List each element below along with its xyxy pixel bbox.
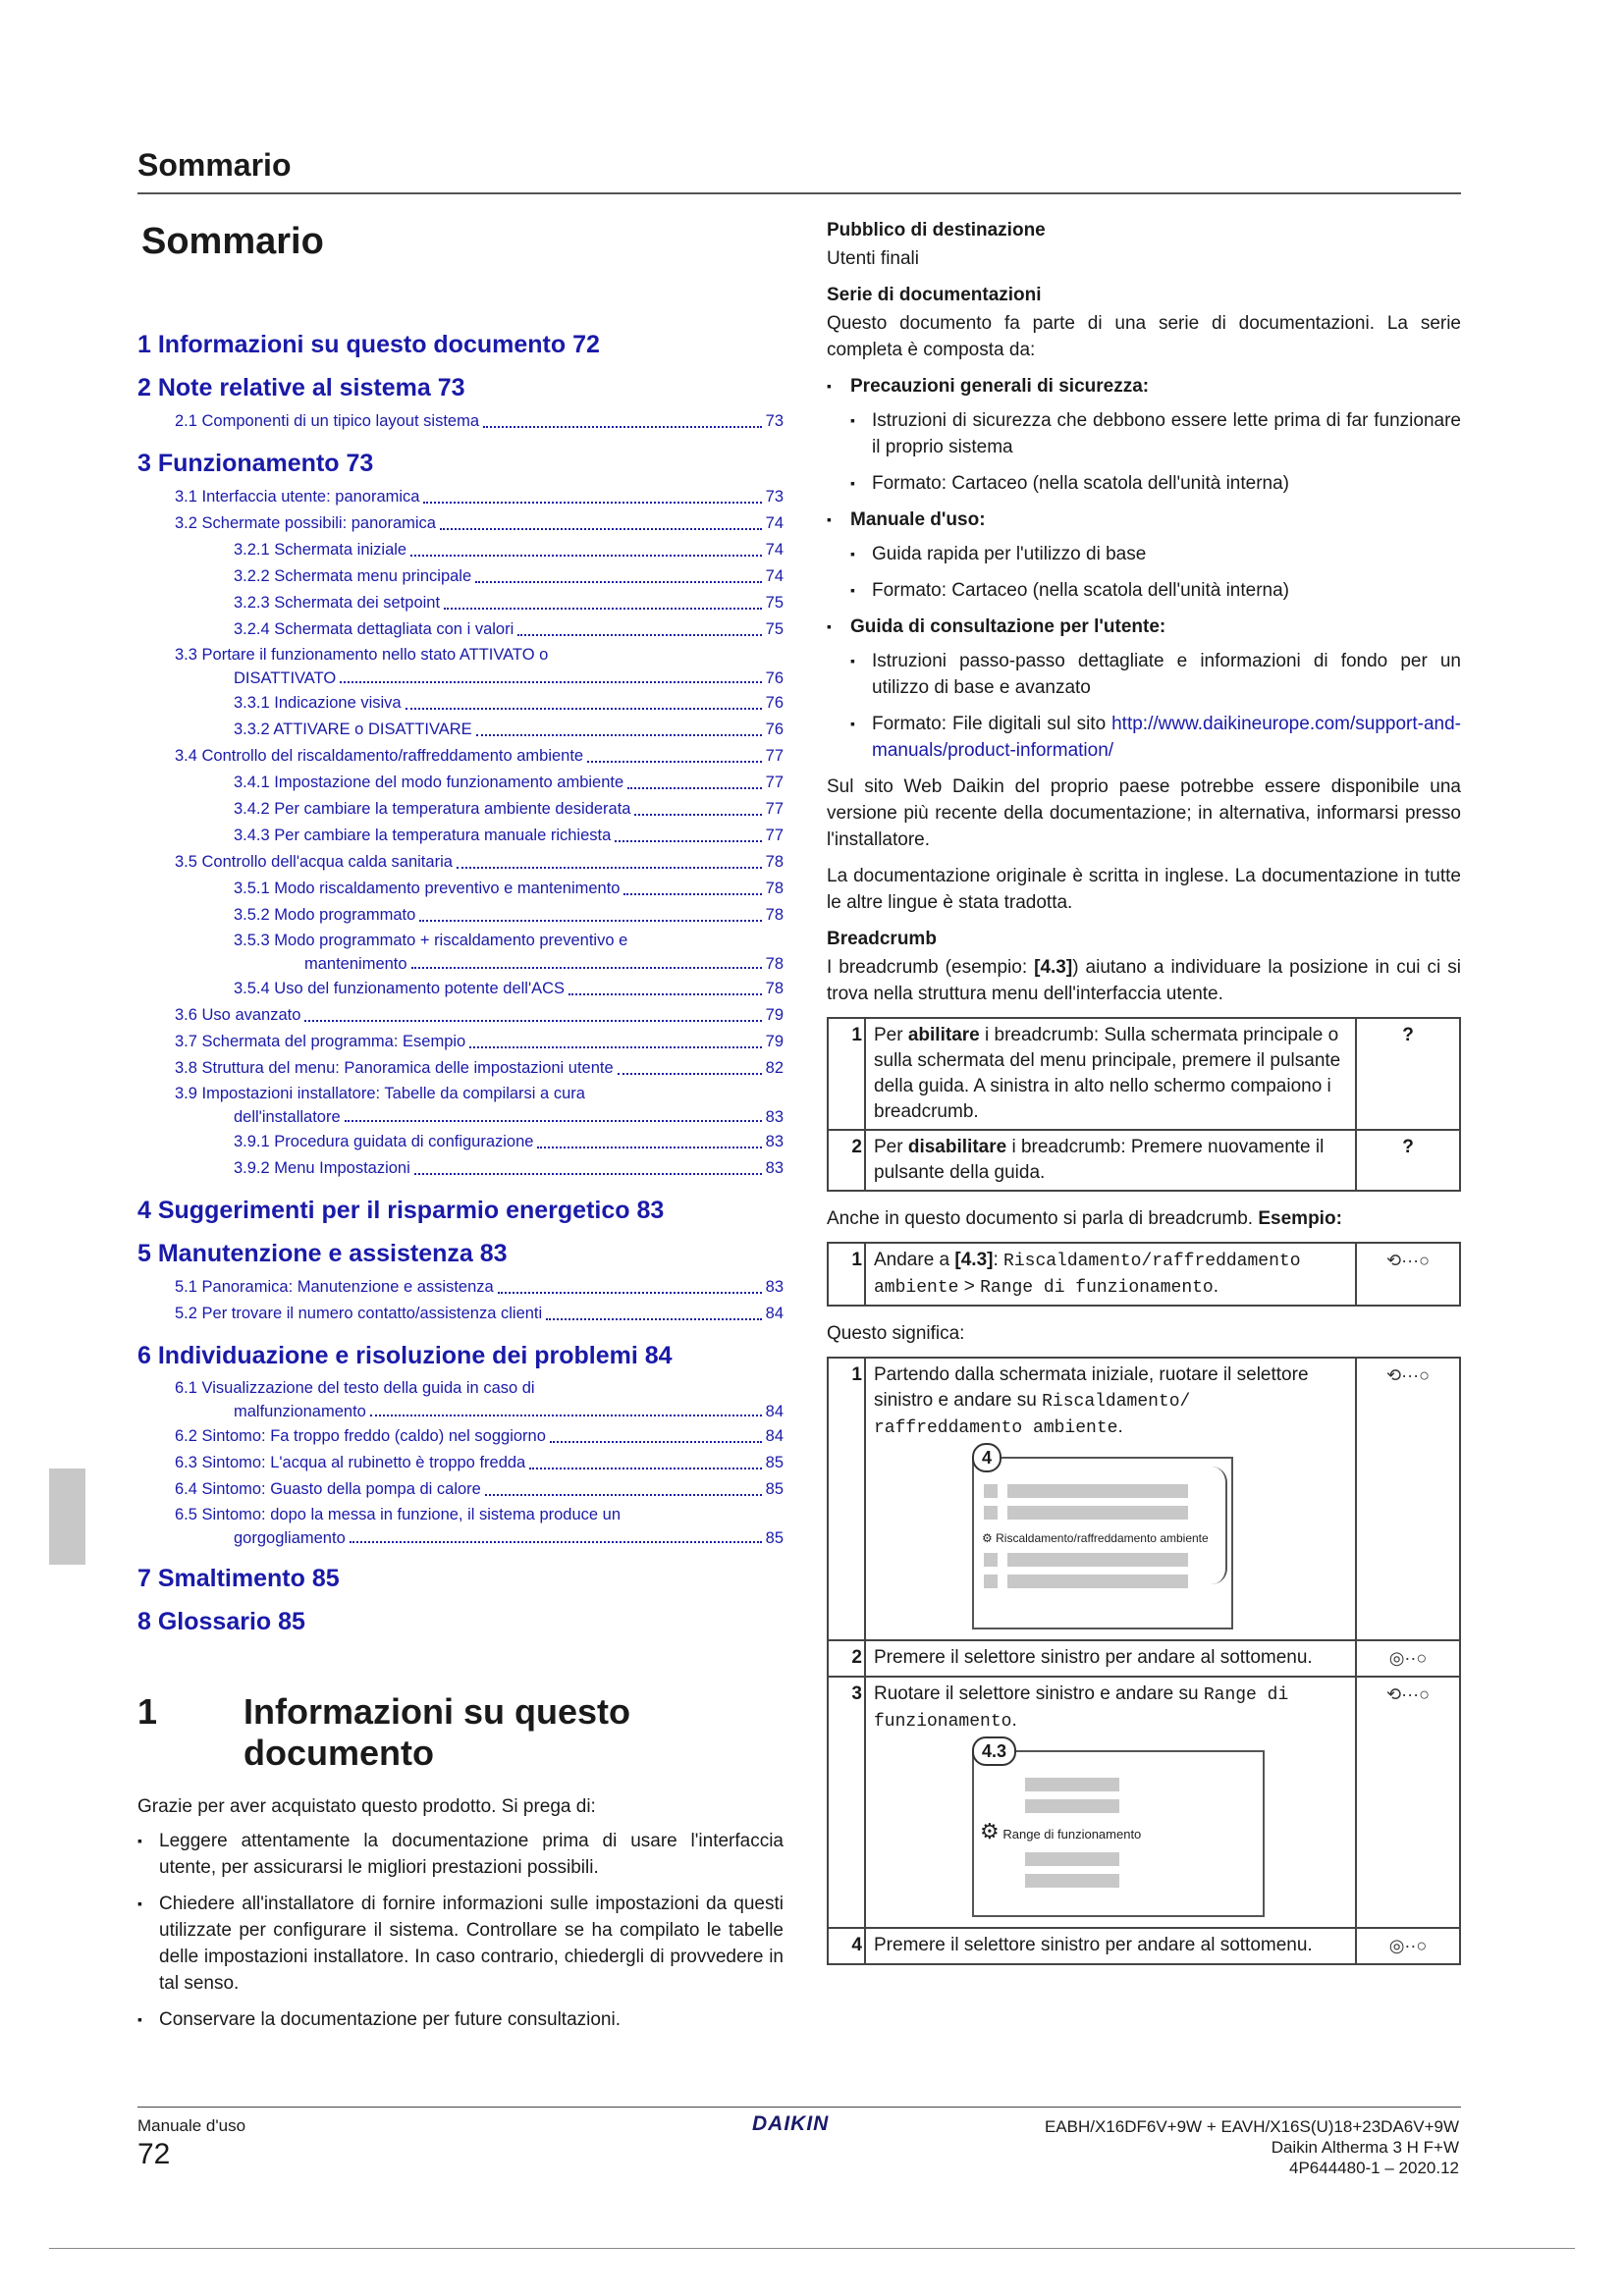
table-row: 4 Premere il selettore sinistro per andare al sottomenu. ◎··○ bbox=[828, 1928, 1460, 1964]
toc-entry[interactable]: 3.4.2 Per cambiare la temperatura ambiente desiderata 77 bbox=[137, 796, 784, 823]
doc-subitem: ▪ Istruzioni di sicurezza che debbono essere lette prima di far funzionare il proprio sistema bbox=[827, 407, 1461, 460]
toc-title: Sommario bbox=[141, 221, 324, 262]
toc-entry[interactable]: 3.5.4 Uso del funzionamento potente dell'ACS 78 bbox=[137, 976, 784, 1002]
toc-entry[interactable]: 6.4 Sintomo: Guasto della pompa di calore 85 bbox=[137, 1476, 784, 1503]
section-intro: Grazie per aver acquistato questo prodotto. Si prega di: bbox=[137, 1796, 596, 1817]
page-bottom-rule bbox=[49, 2248, 1575, 2249]
toc-entry[interactable]: 3.8 Struttura del menu: Panoramica delle impostazioni utente 82 bbox=[137, 1055, 784, 1082]
toc-entry[interactable]: 6.1 Visualizzazione del testo della guida in caso di malfunzionamento 84 bbox=[175, 1379, 784, 1420]
toc-chapter-2[interactable]: 2 Note relative al sistema 73 bbox=[137, 374, 465, 401]
left-column bbox=[137, 211, 784, 2043]
toc-entry[interactable]: 5.1 Panoramica: Manutenzione e assistenza 83 bbox=[137, 1274, 784, 1301]
bullet-item: ▪ Chiedere all'installatore di fornire informazioni sulle impostazioni da questi utilizzate per configurare il sistema. Controllare se ha compilato le tabelle delle impostazioni installatore. In caso contrario, chiedergli di provvedere in tal senso. bbox=[137, 1891, 784, 1997]
doc-item: ▪ Manuale d'uso: bbox=[827, 507, 1461, 533]
breadcrumb-bubble: 4.3 bbox=[972, 1736, 1016, 1766]
scroll-arc bbox=[1212, 1467, 1227, 1584]
daikin-link[interactable]: http://www.daikineurope.com/support-and-manuals/product-information/ bbox=[872, 714, 1462, 761]
doc-item: ▪ Guida di consultazione per l'utente: bbox=[827, 614, 1461, 640]
toc-entry[interactable]: 3.3 Portare il funzionamento nello stato ATTIVATO o DISATTIVATO 76 bbox=[175, 646, 784, 687]
press-dial-icon: ◎··○ bbox=[1388, 1936, 1428, 1955]
toc-entry[interactable]: 3.9 Impostazioni installatore: Tabelle da compilarsi a cura dell'installatore 83 bbox=[175, 1085, 784, 1126]
page-number: 72 bbox=[137, 2138, 171, 2170]
web-text: Sul sito Web Daikin del proprio paese potrebbe essere disponibile una versione più recente della documentazione; in alternativa, informarsi presso l'installatore. bbox=[827, 776, 1461, 850]
toc-entry[interactable]: 3.6 Uso avanzato 79 bbox=[137, 1002, 784, 1029]
doc-subitem: ▪ Formato: Cartaceo (nella scatola dell'unità interna) bbox=[827, 470, 1461, 497]
original-text: La documentazione originale è scritta in inglese. La documentazione in tutte le altre lingue è stata tradotta. bbox=[827, 866, 1461, 913]
rotate-dial-icon: ⟲···○ bbox=[1386, 1251, 1430, 1270]
toc-entry[interactable]: 3.5.1 Modo riscaldamento preventivo e mantenimento 78 bbox=[137, 876, 784, 902]
doc-subitem: ▪ Formato: File digitali sul sito http://www.daikineurope.com/support-and-manuals/product-information/ bbox=[827, 711, 1461, 764]
section-number: 1 bbox=[137, 1691, 158, 1732]
example-table bbox=[827, 1242, 1461, 1307]
series-heading: Serie di documentazioni bbox=[827, 285, 1042, 305]
breadcrumb-heading: Breadcrumb bbox=[827, 929, 937, 949]
table-row: 1 Andare a [4.3]: Riscaldamento/raffreddamento ambiente > Range di funzionamento. ⟲···○ bbox=[828, 1243, 1460, 1306]
toc-chapter-5[interactable]: 5 Manutenzione e assistenza 83 bbox=[137, 1240, 508, 1267]
toc-chapter-8[interactable]: 8 Glossario 85 bbox=[137, 1608, 305, 1635]
daikin-logo: DAIKIN bbox=[752, 2112, 830, 2135]
doc-item: ▪ Precauzioni generali di sicurezza: bbox=[827, 373, 1461, 400]
toc-entry[interactable]: 3.1 Interfaccia utente: panoramica 73 bbox=[137, 484, 784, 510]
screen-illustration: 4.3 ⚙ Range di funzionamento bbox=[972, 1750, 1265, 1917]
help-icon: ? bbox=[1402, 1137, 1414, 1157]
right-column bbox=[827, 211, 1461, 1979]
footer-rule bbox=[137, 2107, 1461, 2108]
toc-chapter-6[interactable]: 6 Individuazione e risoluzione dei problemi 84 bbox=[137, 1342, 673, 1369]
rotate-dial-icon: ⟲···○ bbox=[1386, 1684, 1430, 1704]
audience-text: Utenti finali bbox=[827, 248, 919, 269]
table-row: 3 Ruotare il selettore sinistro e andare su Range di funzionamento. 4.3 ⚙ Range di funzionamento ⟲···○ bbox=[828, 1677, 1460, 1928]
toc-entry[interactable]: 6.3 Sintomo: L'acqua al rubinetto è troppo fredda 85 bbox=[137, 1450, 784, 1476]
series-text: Questo documento fa parte di una serie di documentazioni. La serie completa è composta da: bbox=[827, 313, 1461, 360]
toc-entry[interactable]: 2.1 Componenti di un tipico layout sistema 73 bbox=[137, 408, 784, 435]
toc-entry[interactable]: 5.2 Per trovare il numero contatto/assistenza clienti 84 bbox=[137, 1301, 784, 1327]
table-row: 1 Partendo dalla schermata iniziale, ruotare il selettore sinistro e andare su Riscaldamento/ raffreddamento ambiente. 4 ⚙ Riscaldamento/raffreddamento ambiente ⟲···○ bbox=[828, 1358, 1460, 1640]
footer-doc-type: Manuale d'uso bbox=[137, 2116, 246, 2135]
toc-entry[interactable]: 3.2 Schermate possibili: panoramica 74 bbox=[137, 510, 784, 537]
toc-entry[interactable]: 3.3.1 Indicazione visiva 76 bbox=[137, 690, 784, 717]
breadcrumb-table bbox=[827, 1017, 1461, 1192]
side-tab bbox=[49, 1468, 85, 1565]
audience-heading: Pubblico di destinazione bbox=[827, 220, 1046, 240]
toc-entry[interactable]: 3.3.2 ATTIVARE o DISATTIVARE 76 bbox=[137, 717, 784, 743]
bullet-item: ▪ Conservare la documentazione per future consultazioni. bbox=[137, 2006, 784, 2033]
toc-entry[interactable]: 3.4.3 Per cambiare la temperatura manuale richiesta 77 bbox=[137, 823, 784, 849]
toc-chapter-4[interactable]: 4 Suggerimenti per il risparmio energetico 83 bbox=[137, 1197, 665, 1224]
toc-entry[interactable]: 3.2.2 Schermata menu principale 74 bbox=[137, 563, 784, 590]
toc-entry[interactable]: 3.5 Controllo dell'acqua calda sanitaria 78 bbox=[137, 849, 784, 876]
doc-subitem: ▪ Istruzioni passo-passo dettagliate e informazioni di fondo per un utilizzo di base e avanzato bbox=[827, 648, 1461, 701]
gear-icon: ⚙ bbox=[980, 1819, 1000, 1843]
table-row: 2 Per disabilitare i breadcrumb: Premere nuovamente il pulsante della guida. ? bbox=[828, 1130, 1460, 1191]
toc-chapter-1[interactable]: 1 Informazioni su questo documento 72 bbox=[137, 331, 600, 358]
breadcrumb-bubble: 4 bbox=[972, 1443, 1001, 1472]
toc-entry[interactable]: 6.5 Sintomo: dopo la messa in funzione, il sistema produce un gorgogliamento 85 bbox=[175, 1506, 784, 1547]
running-header: Sommario bbox=[137, 147, 292, 183]
table-row: 1 Per abilitare i breadcrumb: Sulla schermata principale o sulla schermata del menu principale, premere il pulsante della guida. A sinistra in alto nello schermo compaiono i breadcrumb. ? bbox=[828, 1018, 1460, 1130]
steps-table bbox=[827, 1357, 1461, 1965]
toc-entry[interactable]: 3.2.3 Schermata dei setpoint 75 bbox=[137, 590, 784, 616]
toc-entry[interactable]: 3.4.1 Impostazione del modo funzionamento ambiente 77 bbox=[137, 770, 784, 796]
bullet-item: ▪ Leggere attentamente la documentazione prima di usare l'interfaccia utente, per assicurarsi le migliori prestazioni possibili. bbox=[137, 1828, 784, 1881]
toc-entry[interactable]: 3.7 Schermata del programma: Esempio 79 bbox=[137, 1029, 784, 1055]
header-rule bbox=[137, 192, 1461, 194]
example-text: Anche in questo documento si parla di breadcrumb. Esempio: bbox=[827, 1208, 1342, 1229]
toc-entry[interactable]: 3.4 Controllo del riscaldamento/raffreddamento ambiente 77 bbox=[137, 743, 784, 770]
press-dial-icon: ◎··○ bbox=[1388, 1648, 1428, 1668]
help-icon: ? bbox=[1402, 1025, 1414, 1045]
toc-entry[interactable]: 3.5.2 Modo programmato 78 bbox=[137, 902, 784, 929]
gear-icon: ⚙ bbox=[982, 1531, 993, 1545]
toc-chapter-3[interactable]: 3 Funzionamento 73 bbox=[137, 450, 374, 477]
toc-entry[interactable]: 6.2 Sintomo: Fa troppo freddo (caldo) nel soggiorno 84 bbox=[137, 1423, 784, 1450]
toc-entry[interactable]: 3.9.2 Menu Impostazioni 83 bbox=[137, 1155, 784, 1182]
toc-entry[interactable]: 3.2.4 Schermata dettagliata con i valori 75 bbox=[137, 616, 784, 643]
toc-entry[interactable]: 3.2.1 Schermata iniziale 74 bbox=[137, 537, 784, 563]
section-bullets bbox=[137, 1828, 784, 2033]
breadcrumb-text: I breadcrumb (esempio: [4.3]) aiutano a individuare la posizione in cui ci si trova nella struttura menu dell'interfaccia utente. bbox=[827, 957, 1461, 1004]
screen-illustration: 4 ⚙ Riscaldamento/raffreddamento ambiente bbox=[972, 1457, 1233, 1629]
footer-model-info: EABH/X16DF6V+9W + EAVH/X16S(U)18+23DA6V+9W Daikin Altherma 3 H F+W 4P644480-1 – 2020.12 bbox=[1044, 2117, 1459, 2177]
toc-chapter-7[interactable]: 7 Smaltimento 85 bbox=[137, 1565, 340, 1592]
doc-subitem: ▪ Formato: Cartaceo (nella scatola dell'unità interna) bbox=[827, 577, 1461, 604]
table-row: 2 Premere il selettore sinistro per andare al sottomenu. ◎··○ bbox=[828, 1640, 1460, 1677]
doc-subitem: ▪ Guida rapida per l'utilizzo di base bbox=[827, 541, 1461, 567]
means-text: Questo significa: bbox=[827, 1323, 965, 1344]
toc-entry[interactable]: 3.9.1 Procedura guidata di configurazione 83 bbox=[137, 1129, 784, 1155]
section-heading bbox=[137, 1691, 784, 1774]
section-title: Informazioni su questo documento bbox=[244, 1691, 631, 1773]
toc-entry[interactable]: 3.5.3 Modo programmato + riscaldamento preventivo e mantenimento 78 bbox=[234, 932, 784, 973]
rotate-dial-icon: ⟲···○ bbox=[1386, 1365, 1430, 1385]
